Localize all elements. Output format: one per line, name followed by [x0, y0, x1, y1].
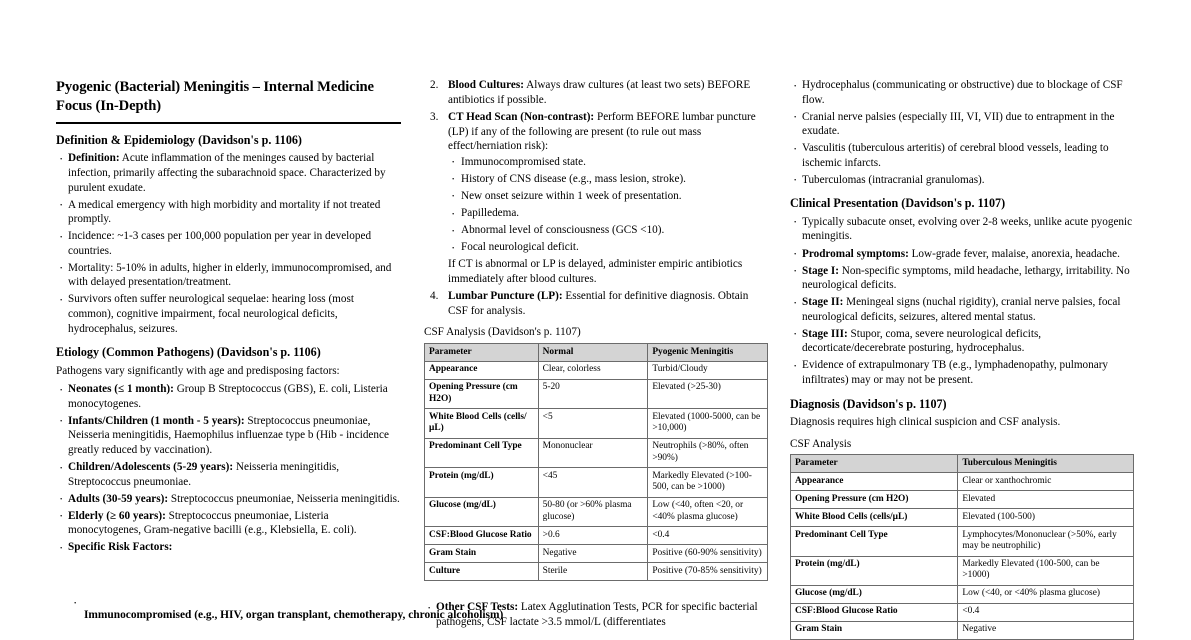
column-header: Normal: [538, 344, 648, 362]
list-item: [790, 141, 1135, 170]
column-header: Pyogenic Meningitis: [648, 344, 768, 362]
bullet-lead: Infants/Children (1 month - 5 years):: [68, 414, 245, 427]
cell-pyogenic: Positive (60-90% sensitivity): [648, 545, 768, 563]
cell-normal: >0.6: [538, 527, 648, 545]
cell-tuberculous: Negative: [958, 621, 1134, 639]
cell-parameter: CSF:Blood Glucose Ratio: [425, 527, 539, 545]
bullet-text: Abnormal level of consciousness (GCS <10).: [461, 224, 665, 237]
table-row: [791, 527, 1134, 556]
section-heading-clinical-presentation: Clinical Presentation (Davidson's p. 1107): [790, 196, 1006, 211]
title-divider: [56, 122, 401, 124]
list-item: [424, 600, 774, 629]
bullet-lead: Other CSF Tests:: [436, 601, 519, 613]
cell-normal: <45: [538, 468, 648, 497]
bullet-text: Streptococcus pneumoniae, Neisseria meningitidis.: [168, 492, 400, 505]
diagnosis-intro: Diagnosis requires high clinical suspicion and CSF analysis.: [790, 416, 1061, 429]
bullet-lead: Stage II:: [802, 296, 844, 309]
bullet-text: Focal neurological deficit.: [461, 241, 579, 254]
list-item: [56, 229, 401, 258]
bullet-text: Hydrocephalus (communicating or obstructive) due to blockage of CSF flow.: [802, 79, 1123, 106]
cell-normal: 5-20: [538, 379, 648, 408]
bullet-text: Streptococcus pneumoniae, Listeria monocytogenes, Gram-negative bacilli (e.g., Klebsiella, E. coli).: [68, 509, 357, 537]
list-item: [448, 206, 769, 221]
bullet-lead: Prodromal symptoms:: [802, 247, 909, 260]
bullet-text: New onset seizure within 1 week of presentation.: [461, 189, 682, 202]
csf-table-caption: CSF Analysis (Davidson's p. 1107): [424, 326, 581, 339]
table-row: [791, 509, 1134, 527]
section-heading-etiology: Etiology (Common Pathogens) (Davidson's p. 1106): [56, 345, 321, 360]
list-item: [790, 215, 1135, 244]
table-header-row: [425, 344, 768, 362]
cell-tuberculous: Markedly Elevated (100-500, can be >1000): [958, 556, 1134, 585]
cell-pyogenic: Elevated (1000-5000, can be >10,000): [648, 409, 768, 438]
bullet-text: Tuberculomas (intracranial granulomas).: [802, 173, 985, 186]
cell-parameter: Protein (mg/dL): [791, 556, 958, 585]
bullet-lead: Stage III:: [802, 327, 848, 340]
cell-normal: Negative: [538, 545, 648, 563]
table-row: [425, 563, 768, 581]
left-column: [56, 78, 401, 559]
bullet-text: Streptococcus pneumoniae, Neisseria meningitidis, Haemophilus influenzae type b (Hib - incidence greatly reduced by vaccination).: [68, 414, 389, 456]
cell-pyogenic: Neutrophils (>80%, often >90%): [648, 438, 768, 467]
table-row: [425, 468, 768, 497]
list-item: [56, 261, 401, 290]
bullet-text: Acute inflammation of the meninges caused by bacterial infection, primarily affecting the subarachnoid space. Characterized by purulent exudate.: [68, 152, 386, 194]
table-row: [425, 438, 768, 467]
bullet-text: Typically subacute onset, evolving over 2-8 weeks, unlike acute pyogenic meningitis.: [802, 215, 1133, 243]
definition-bullet-list: [56, 151, 401, 336]
cell-parameter: Glucose (mg/dL): [791, 585, 958, 603]
clinical-presentation-bullet-list: [790, 215, 1135, 388]
investigations-numbered-list: [424, 78, 769, 318]
bullet-text: Survivors often suffer neurological sequelae: hearing loss (most common), cognitive impairment, focal neurological deficits, hydrocephalus, seizures.: [68, 293, 354, 335]
right-column: [790, 78, 1135, 640]
list-item: [448, 155, 769, 170]
cell-parameter: White Blood Cells (cells/μL): [425, 409, 539, 438]
column-header: Tuberculous Meningitis: [958, 455, 1134, 473]
cell-parameter: Predominant Cell Type: [425, 438, 539, 467]
table-row: [791, 556, 1134, 585]
bullet-text: Immunocompromised state.: [461, 155, 586, 168]
cell-normal: 50-80 (or >60% plasma glucose): [538, 497, 648, 526]
list-item: [790, 327, 1135, 356]
section-heading-definition: Definition & Epidemiology (Davidson's p. 1106): [56, 132, 302, 147]
list-item: [790, 78, 1135, 107]
bullet-text: Evidence of extrapulmonary TB (e.g., lymphadenopathy, pulmonary infiltrates) may or may not be present.: [802, 359, 1109, 387]
cell-parameter: Protein (mg/dL): [425, 468, 539, 497]
bullet-lead: Elderly (≥ 60 years):: [68, 509, 166, 522]
list-item: [790, 358, 1135, 387]
table-row: [425, 545, 768, 563]
bullet-text: Latex Agglutination Tests, PCR for specific bacterial pathogens, CSF lactate >3.5 mmol/L (differentiates: [436, 601, 758, 628]
other-csf-tests-note: [424, 600, 774, 633]
list-item: [56, 460, 401, 489]
csf-analysis-table-pyogenic: [424, 343, 768, 581]
table-row: [425, 361, 768, 379]
cell-parameter: Appearance: [425, 361, 539, 379]
etiology-bullet-list: [56, 382, 401, 555]
list-item: [424, 289, 769, 318]
list-item: [448, 240, 769, 255]
ct-indication-list: [448, 155, 769, 255]
list-item: [56, 382, 401, 411]
list-item: [56, 292, 401, 336]
overflow-risk-factor-text: Immunocompromised (e.g., HIV, organ transplant, chemotherapy, chronic alcoholism): [84, 609, 504, 621]
list-item: [790, 247, 1135, 262]
middle-column: [424, 78, 769, 581]
table-row: [425, 379, 768, 408]
list-item: [424, 78, 769, 107]
table-row: [425, 497, 768, 526]
item-lead: CT Head Scan (Non-contrast):: [448, 111, 595, 124]
table-row: [791, 491, 1134, 509]
table-row: [791, 621, 1134, 639]
cell-pyogenic: Positive (70-85% sensitivity): [648, 563, 768, 581]
csf-analysis-table-tuberculous: [790, 454, 1134, 640]
table-row: [425, 409, 768, 438]
bullet-text: A medical emergency with high morbidity and mortality if not treated promptly.: [68, 198, 381, 226]
cell-pyogenic: <0.4: [648, 527, 768, 545]
column-header: Parameter: [425, 344, 539, 362]
bullet-text: Group B Streptococcus (GBS), E. coli, Listeria monocytogenes.: [68, 383, 388, 410]
table-row: [425, 527, 768, 545]
list-item: [790, 264, 1135, 293]
bullet-lead: Neonates (≤ 1 month):: [68, 383, 174, 396]
cell-parameter: CSF:Blood Glucose Ratio: [791, 603, 958, 621]
other-tests-list: [424, 600, 774, 629]
cell-parameter: Appearance: [791, 473, 958, 491]
cell-pyogenic: Low (<40, often <20, or <40% plasma glucose): [648, 497, 768, 526]
csf-table-caption-tb: CSF Analysis: [790, 437, 852, 450]
bullet-text: Low-grade fever, malaise, anorexia, headache.: [908, 247, 1120, 260]
bullet-text: Meningeal signs (nuchal rigidity), cranial nerve palsies, focal neurological deficits, seizures, altered mental status.: [802, 296, 1121, 323]
list-item: [56, 509, 401, 538]
bullet-lead: Stage I:: [802, 264, 839, 277]
column-header: Parameter: [791, 455, 958, 473]
bullet-text: History of CNS disease (e.g., mass lesion, stroke).: [461, 172, 686, 185]
item-text: Perform BEFORE lumbar puncture (LP) if any of the following are present (to rule out mass effect/herniation risk):: [448, 111, 756, 153]
complications-bullet-list: [790, 78, 1135, 187]
cell-tuberculous: Elevated (100-500): [958, 509, 1134, 527]
ct-continuation-text: If CT is abnormal or LP is delayed, administer empiric antibiotics immediately after blood cultures.: [448, 258, 743, 285]
cell-parameter: Predominant Cell Type: [791, 527, 958, 556]
cell-normal: Mononuclear: [538, 438, 648, 467]
cell-parameter: Glucose (mg/dL): [425, 497, 539, 526]
cell-tuberculous: Low (<40, or <40% plasma glucose): [958, 585, 1134, 603]
section-heading-diagnosis: Diagnosis (Davidson's p. 1107): [790, 396, 947, 411]
cell-parameter: Culture: [425, 563, 539, 581]
cell-pyogenic: Markedly Elevated (>100-500, can be >1000): [648, 468, 768, 497]
list-item: [790, 173, 1135, 188]
orphan-bullet-marker: ·: [73, 595, 78, 610]
list-item: [56, 151, 401, 195]
bullet-text: Stupor, coma, severe neurological deficits, decorticate/decerebrate posturing, hydrocephalus.: [802, 327, 1042, 355]
list-item: [56, 540, 401, 555]
bullet-text: Non-specific symptoms, mild headache, lethargy, irritability. No neurological deficits.: [802, 264, 1130, 292]
item-lead: Lumbar Puncture (LP):: [448, 290, 563, 303]
table-row: [791, 585, 1134, 603]
list-item: [448, 172, 769, 187]
list-item: [424, 110, 769, 286]
cell-pyogenic: Turbid/Cloudy: [648, 361, 768, 379]
list-item: [448, 189, 769, 204]
cell-tuberculous: Clear or xanthochromic: [958, 473, 1134, 491]
cell-parameter: Gram Stain: [425, 545, 539, 563]
cell-parameter: Gram Stain: [791, 621, 958, 639]
bullet-text: Neisseria meningitidis, Streptococcus pneumoniae.: [68, 461, 340, 488]
item-text: Essential for definitive diagnosis. Obtain CSF for analysis.: [448, 290, 749, 317]
cell-normal: <5: [538, 409, 648, 438]
table-row: [791, 603, 1134, 621]
bullet-lead: Specific Risk Factors:: [68, 541, 173, 554]
bullet-text: Mortality: 5-10% in adults, higher in elderly, immunocompromised, and with delayed presentation/treatment.: [68, 261, 392, 289]
list-item: [790, 110, 1135, 139]
etiology-intro: Pathogens vary significantly with age and predisposing factors:: [56, 364, 340, 377]
cell-normal: Clear, colorless: [538, 361, 648, 379]
item-text: Always draw cultures (at least two sets) BEFORE antibiotics if possible.: [448, 79, 751, 106]
cell-parameter: Opening Pressure (cm H2O): [425, 379, 539, 408]
bullet-lead: Adults (30-59 years):: [68, 492, 169, 505]
list-item: [56, 414, 401, 458]
cell-tuberculous: <0.4: [958, 603, 1134, 621]
list-item: [56, 198, 401, 227]
item-lead: Blood Cultures:: [448, 79, 524, 91]
bullet-lead: Definition:: [68, 152, 120, 165]
bullet-lead: Children/Adolescents (5-29 years):: [68, 461, 234, 473]
cell-parameter: Opening Pressure (cm H2O): [791, 491, 958, 509]
cell-tuberculous: Lymphocytes/Mononuclear (>50%, early may be neutrophilic): [958, 527, 1134, 556]
bullet-text: Incidence: ~1-3 cases per 100,000 population per year in developed countries.: [68, 230, 372, 257]
cell-pyogenic: Elevated (>25-30): [648, 379, 768, 408]
list-item: [790, 295, 1135, 324]
table-row: [791, 473, 1134, 491]
bullet-text: Cranial nerve palsies (especially III, VI, VII) due to entrapment in the exudate.: [802, 110, 1115, 138]
cell-normal: Sterile: [538, 563, 648, 581]
bullet-text: Papilledema.: [461, 207, 520, 219]
cell-tuberculous: Elevated: [958, 491, 1134, 509]
bullet-text: Vasculitis (tuberculous arteritis) of cerebral blood vessels, leading to ischemic infarcts.: [802, 142, 1109, 169]
list-item: [448, 223, 769, 238]
list-item: [56, 492, 401, 507]
cell-parameter: White Blood Cells (cells/μL): [791, 509, 958, 527]
page-title: Pyogenic (Bacterial) Meningitis – Internal Medicine Focus (In-Depth): [56, 79, 374, 114]
table-header-row: [791, 455, 1134, 473]
